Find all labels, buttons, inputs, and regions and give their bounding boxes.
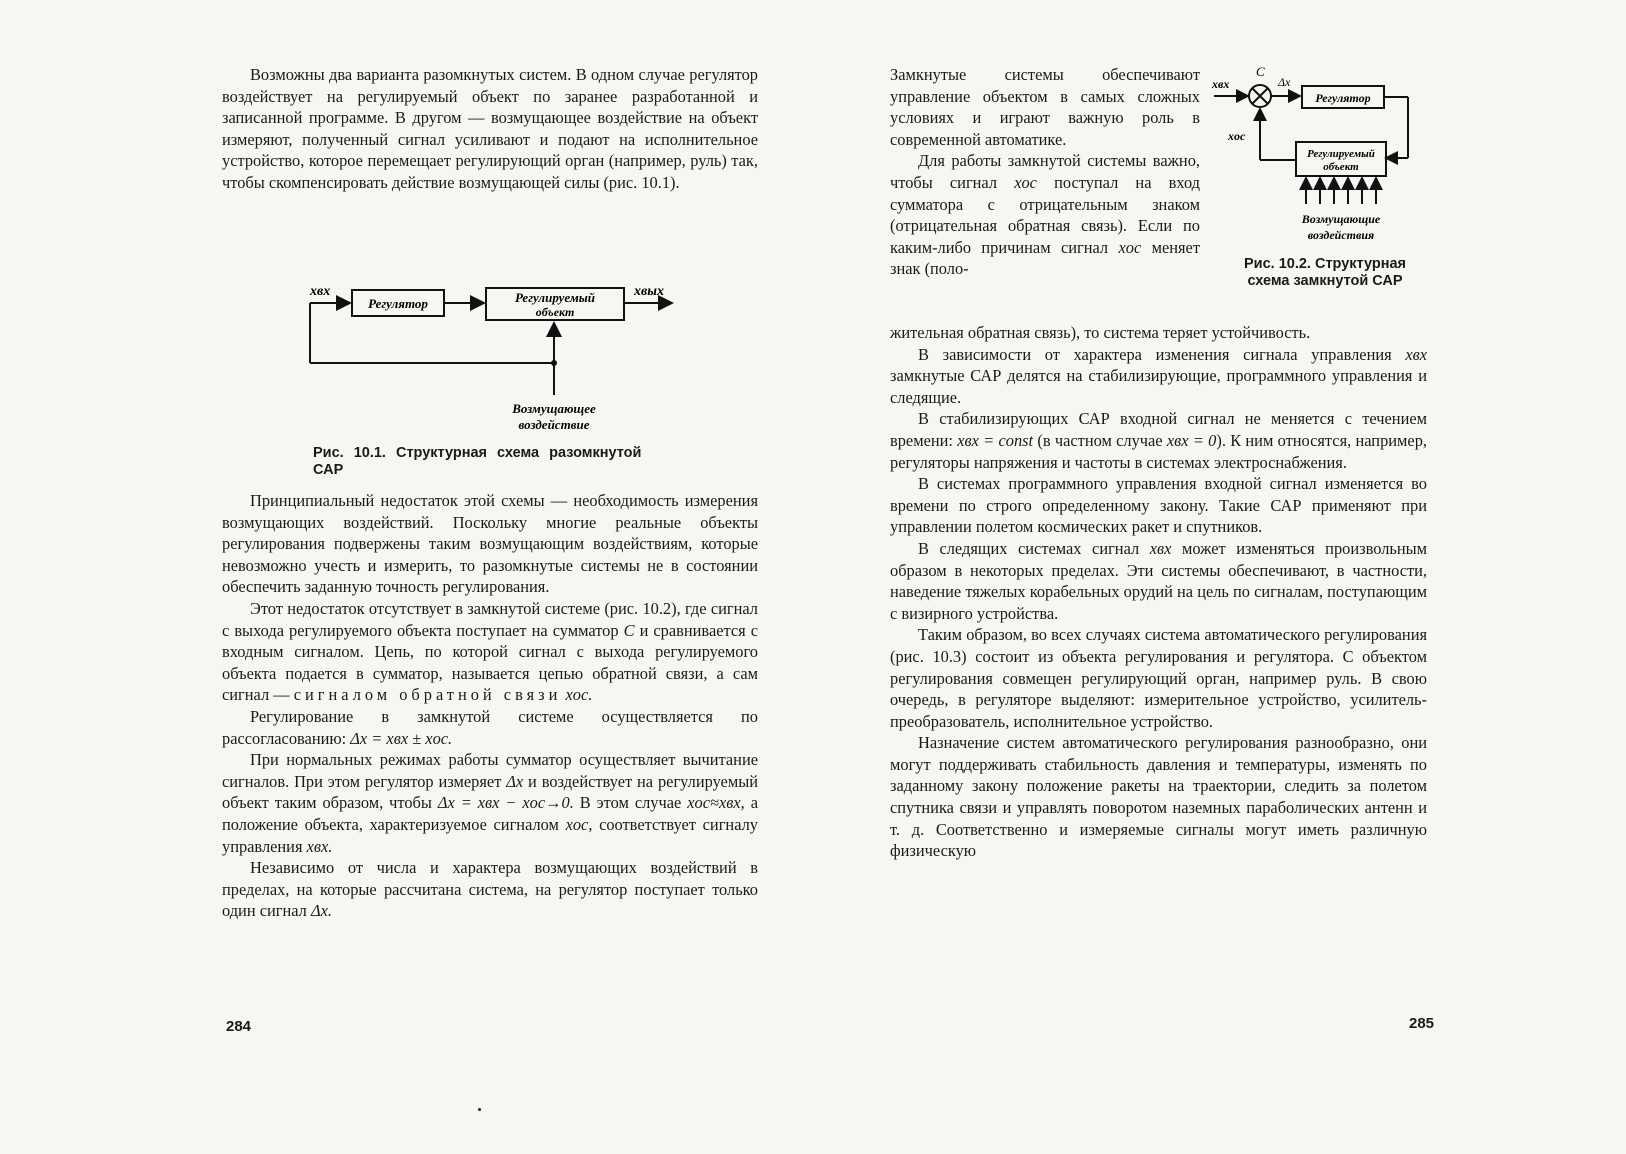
symbol-xoc: xос, bbox=[565, 814, 593, 834]
text-run: а положение объекта, характеризуемое сигналом bbox=[222, 793, 758, 834]
caption-line: Рис. 10.2. Структурная bbox=[1243, 256, 1407, 272]
right-column-narrow bbox=[890, 64, 1200, 280]
left-column-top bbox=[222, 64, 758, 194]
fig2-dx-label: Δx bbox=[1278, 75, 1291, 89]
text-run: соответствует сигналу управления bbox=[222, 814, 758, 856]
formula: xвх = const bbox=[957, 430, 1034, 450]
symbol-c: С bbox=[623, 620, 635, 640]
text-run: ). К ним относятся, например, регуляторы напряжения и частоты в системах электроснабжения. bbox=[890, 430, 1427, 472]
paragraph: Замкнутые системы обеспечивают управление объектом в самых сложных условиях и играют важную роль в современной автоматике. bbox=[890, 65, 1200, 149]
paragraph: Возможны два варианта разомкнутых систем. В одном случае регулятор воздействует на регулируемый объект по заранее разработанной и записанной программе. В другом — возмущающее воздействие на объект измеряют, полученный сигнал усиливают и подают на исполнительное устройство, которое перемещает регулирующий орган (например, руль) так, чтобы скомпенсировать действие возмущающей силы (рис. 10.1). bbox=[222, 65, 758, 192]
scan-speck bbox=[478, 1108, 481, 1111]
paragraph bbox=[890, 150, 1200, 280]
text-run: При нормальных режимах работы сумматор осуществляет вычитание сигналов. При этом регулятор измеряет bbox=[222, 750, 758, 791]
symbol-xoc: xос bbox=[1014, 172, 1037, 192]
formula: xвх = 0 bbox=[1166, 430, 1217, 450]
symbol-xoc: xос. bbox=[561, 685, 593, 705]
fig2-object-label-2: объект bbox=[1323, 161, 1359, 173]
symbol-xoc: xос bbox=[1118, 237, 1142, 257]
fig1-object-label-2: объект bbox=[535, 305, 575, 319]
text-run: В следящих системах сигнал bbox=[918, 538, 1150, 558]
paragraph: В системах программного управления входной сигнал изменяется во времени по строго определенному закону. Такие САР применяют при управлении полетом космических ракет и спутников. bbox=[890, 474, 1427, 537]
fig1-input-label: xвх bbox=[310, 284, 331, 299]
page-number-right: 285 bbox=[1409, 1015, 1435, 1032]
spaced-term: сигналом обратной связи bbox=[293, 685, 562, 705]
fig1-object-label-1: Регулируемый bbox=[514, 290, 596, 305]
paragraph bbox=[890, 538, 1427, 624]
symbol-dx: Δx bbox=[506, 771, 524, 791]
formula: Δx = xвх − xос→0. bbox=[437, 793, 574, 813]
figure-10-1-caption: Рис. 10.1. Структурная схема разомкнутой САР bbox=[313, 445, 642, 478]
figure-10-1-open-loop-diagram bbox=[300, 275, 700, 435]
text-run: может изменяться произвольным образом в некоторых пределах. Эти системы обеспечивают, в частности, наведение тяжелых корабельных орудий на цель по сигналам, поступающим с визирного устройства. bbox=[890, 538, 1427, 623]
caption-line: схема замкнутой САР bbox=[1247, 273, 1403, 289]
right-column-full bbox=[890, 322, 1427, 862]
figure-10-2-caption bbox=[1225, 256, 1425, 290]
page-number-left: 284 bbox=[226, 1018, 252, 1035]
symbol-xvx: xвх bbox=[1149, 538, 1172, 558]
fig2-disturbance-label-2: воздействия bbox=[1307, 228, 1375, 242]
fig1-disturbance-label-1: Возмущающее bbox=[512, 401, 596, 416]
text-run: и сравнивается с входным сигналом. Цепь, по которой сигнал с выхода регулируемого объекта подается в сумматор, называется цепью обратной связи, а сам сигнал — bbox=[222, 620, 758, 705]
formula: xос≈xвх, bbox=[687, 793, 745, 813]
symbol-xvx: xвх bbox=[1405, 344, 1427, 364]
paragraph: жительная обратная связь), то система теряет устойчивость. bbox=[890, 323, 1311, 342]
paragraph: Таким образом, во всех случаях система автоматического регулирования (рис. 10.3) состоит из объекта регулирования и регулятора. С объектом регулирования совмещен регулирующий орган, например руль. В свою очередь, в регуляторе выделяют: измерительное устройство, усилитель-преобразователь, исполнительное устройство. bbox=[890, 625, 1427, 731]
paragraph bbox=[890, 344, 1427, 409]
paragraph bbox=[222, 749, 758, 857]
text-run: В стабилизирующих САР входной сигнал не меняется с течением времени: bbox=[890, 409, 1427, 450]
fig1-output-label: xвых bbox=[634, 284, 664, 299]
fig2-regulator-label: Регулятор bbox=[1315, 91, 1371, 105]
text-run: Независимо от числа и характера возмущающих воздействий в пределах, на которые рассчитана система, на регулятор поступает только один сигнал bbox=[222, 858, 758, 921]
fig1-regulator-label: Регулятор bbox=[368, 296, 428, 311]
text-run: Регулирование в замкнутой системе осуществляется по рассогласованию: bbox=[222, 706, 758, 748]
paragraph: Принципиальный недостаток этой схемы — необходимость измерения возмущающих воздействий. Поскольку многие реальные объекты регулирования подвержены таким возмущающим воздействиям, которые невозможно учесть и измерить, то разомкнутые системы не в состоянии обеспечить заданную точность регулирования. bbox=[222, 491, 758, 597]
fig2-disturbance-label-1: Возмущающие bbox=[1301, 212, 1381, 226]
text-run: поступал на вход сумматора с отрицательным знаком (отрицательная обратная связь). Если по каким-либо причинам сигнал bbox=[890, 172, 1201, 257]
symbol-dx: Δx. bbox=[310, 901, 332, 921]
text-run: замкнутые САР делятся на стабилизирующие, программного управления и следящие. bbox=[890, 366, 1427, 407]
paragraph: Назначение систем автоматического регулирования разнообразно, они могут поддерживать стабильность давления и температуры, изменять по заданному закону положение ракеты на траектории, следить за полетом спутника связи и управлять поворотом наземных параболических антенн и т. д. Соответственно и измеряемые сигналы могут иметь различную физическую bbox=[890, 733, 1427, 861]
fig2-summator-label: C bbox=[1256, 64, 1265, 79]
paragraph bbox=[222, 598, 758, 706]
text-run: В этом случае bbox=[573, 793, 688, 813]
text-run: меняет знак (поло- bbox=[890, 237, 1200, 279]
fig2-feedback-label: xос bbox=[1228, 129, 1246, 143]
paragraph bbox=[890, 408, 1427, 473]
paragraph bbox=[222, 857, 758, 922]
figure-10-2-closed-loop-diagram bbox=[1210, 60, 1430, 250]
symbol-xvx: xвх. bbox=[306, 836, 333, 856]
text-run: (в частном случае bbox=[1033, 430, 1167, 450]
right-page bbox=[813, 0, 1626, 1154]
fig2-input-label: xвх bbox=[1212, 77, 1230, 91]
paragraph bbox=[222, 706, 758, 749]
text-run: и воздействует на регулируемый объект таким образом, чтобы bbox=[222, 771, 758, 813]
text-run: В зависимости от характера изменения сигнала управления bbox=[918, 344, 1406, 364]
formula: Δx = xвх ± xос. bbox=[350, 728, 453, 748]
text-run: Для работы замкнутой системы важно, чтобы сигнал bbox=[890, 151, 1200, 192]
text-run: Этот недостаток отсутствует в замкнутой системе (рис. 10.2), где сигнал с выхода регулируемого объекта поступает на сумматор bbox=[222, 598, 758, 640]
left-column-bottom bbox=[222, 490, 758, 922]
fig2-object-label-1: Регулируемый bbox=[1307, 148, 1375, 160]
fig1-disturbance-label-2: воздействие bbox=[518, 417, 590, 432]
